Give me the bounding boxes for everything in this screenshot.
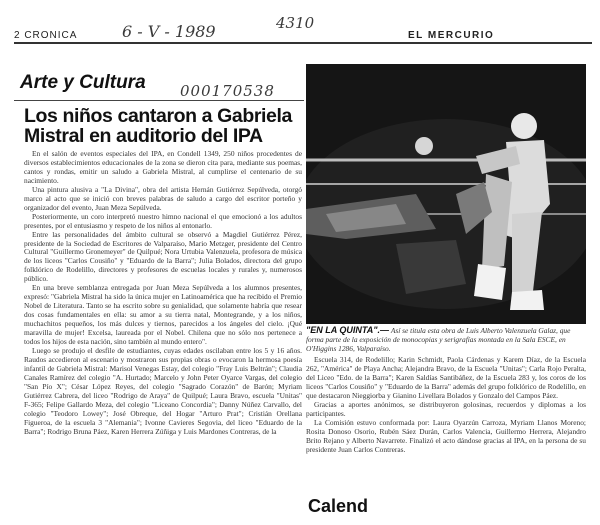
paragraph: Entre las personalidades del ámbito cultural se observó a Magdiel Gutiérrez Pérez, presidente de la Sociedad de Escritores de Valparaíso, Mario Metzger, presidente del Centro Cultural "Guillermo Gronemeyer" de Quilpué; Nora Urtubia Valenzuela, profesora de música de los liceos "Carlos Cousiño" y "Eduardo de la Barra"; Julia Bolados, directora del grupo folklórico de Rodelillo, directores y profesores de escuelas locales y rurales y, numerosos público. xyxy=(24,229,302,284)
paragraph: Luego se produjo el desfile de estudiantes, cuyas edades oscilaban entre los 5 y 16 años. Raudos accedieron al escenario y mostraron sus propias obras o evocaron la hermosa poesía infantil de Gabriela Mistral: Marisol Venegas Estay, del colegio "Fray Luis Beltrán"; Claudia Canales Ramírez del colegio "A. Hurtado; Marcelo y John Peter Oyarce Vargas, del colegio "San Pío X"; César López Reyes, del colegio "Sagrado Corazón" de Barón; Myriam Gutiérrez Cabrera, del liceo "Rodrigo de Araya" de Quilpué; Laura Bravo, escuela "Unitas" F-365; Felipe Gallardo Meza, del colegio "Liceano Concordia"; Danny Núñez Carvallo, del colegio "Teodoro Lowey"; José Obreque, del Hogar "Arturo Prat"; Cristián Orellana Figueroa, de la escuela 3 "Alemania"; Ivonne Cavieres Segovia, del liceo "Eduardo de la Barra"; Rodrigo Bruna Páez, Karen Herrera Zúñiga y Luis Mardones Contreras, de la xyxy=(24,345,302,436)
archive-code: 000170538 xyxy=(180,82,275,100)
article-column-1 xyxy=(24,150,302,437)
artwork-photo xyxy=(306,64,586,324)
handwritten-date: 6 - V - 1989 xyxy=(122,22,216,41)
paragraph: Una pintura alusiva a "La Divina", obra del artista Hernán Gutiérrez Sepúlveda, otorgó marco al acto que se inició con breves palabras de saludo a cargo del escritor porteño y organizador del evento, Juan Meza Sepúlveda. xyxy=(24,184,302,212)
page-label: 2 CRONICA xyxy=(14,30,78,41)
handwritten-number: 4310 xyxy=(276,14,315,32)
next-section-heading: Calend xyxy=(308,496,369,516)
paragraph: La Comisión estuvo conformada por: Laura Oyarzún Carroza, Myriam Llanos Moreno; Rosita Donoso Osorio, Rubén Sáez Durán, Carlos Valencia, Guillermo Herrera, Alejandro Brito Rejano y Alberto Navarrete. Finalizó el acto dándose gracias al IPA, en la persona de su presidente Juan Carlos Contreras. xyxy=(306,417,586,454)
caption-lead: "EN LA QUINTA".— xyxy=(306,325,390,335)
photo-caption xyxy=(306,326,586,353)
paragraph: En el salón de eventos especiales del IPA, en Condell 1349, 250 niños procedentes de diversos establecimientos educacionales de la zona se dieron cita para, mediante sus poemas, cantos y rondas, emitir un saludo a Gabriela Mistral, al cumplirse el centenario de su nacimiento. xyxy=(24,149,302,185)
paragraph: En una breve semblanza entregada por Juan Meza Sepúlveda a los alumnos presentes, expresó: "Gabriela Mistral ha sido la única mujer en Latinoamérica que ha recibido el Premio Nobel de Literatura. Tanto se ha escrito sobre su genialidad, que solamente habría que resear dos cosas fundamentales en ella: su amor a su tierra natal, Montegrande, y a los niños, muchachitos pequeños, los más dulces y tiernos, parecidos a los ángeles del cielo. ¡Qué maravilla de mujer! Excelsa, laureada por el Nobel. Chilena que no sólo nos pertenece a todos los hijos de esta nación, sino también al mundo entero". xyxy=(24,283,302,347)
newspaper-name: EL MERCURIO xyxy=(408,30,495,41)
paragraph: Escuela 314, de Rodelillo; Karin Schmidt, Paola Cárdenas y Karem Díaz, de la Escuela 262, "América" de Playa Ancha; Alejandra Bravo, de la Escuela "Unitas"; Carla Rojo Peralta, del Liceo "Edo. de la Barra"; Karen Saldías Santibáñez, de la Escuela 283 y, los coros de los liceos "Carlos Cousiño" y "Eduardo de la Barra" además del grupo folklórico de Rodelillo, en que destacaron Nieggiorba y Gianino Livellara Bolados y Gonzalo del Campos Páez. xyxy=(306,355,586,400)
header-rule xyxy=(14,42,592,44)
paragraph: Gracias a aportes anónimos, se distribuyeron golosinas, recuerdos y diplomas a los participantes. xyxy=(306,399,586,418)
boxing-artwork-image xyxy=(306,64,586,324)
section-rule xyxy=(14,100,304,101)
article-headline: Los niños cantaron a Gabriela Mistral en auditorio del IPA xyxy=(24,105,292,147)
article-column-2 xyxy=(306,356,586,454)
caption-text: Así se titula esta obra de Luis Alberto Valenzuela Galaz, que forma parte de la exposición de monocopias y serigrafías montada en la Sala ESCE, en O'Higgins 1286, Valparaíso. xyxy=(306,326,571,353)
section-title: Arte y Cultura xyxy=(20,72,146,93)
paragraph: Posteriormente, un coro interpretó nuestro himno nacional el que emocionó a los adultos presentes, por el entusiasmo y respeto de los niños al entonarlo. xyxy=(24,211,302,230)
